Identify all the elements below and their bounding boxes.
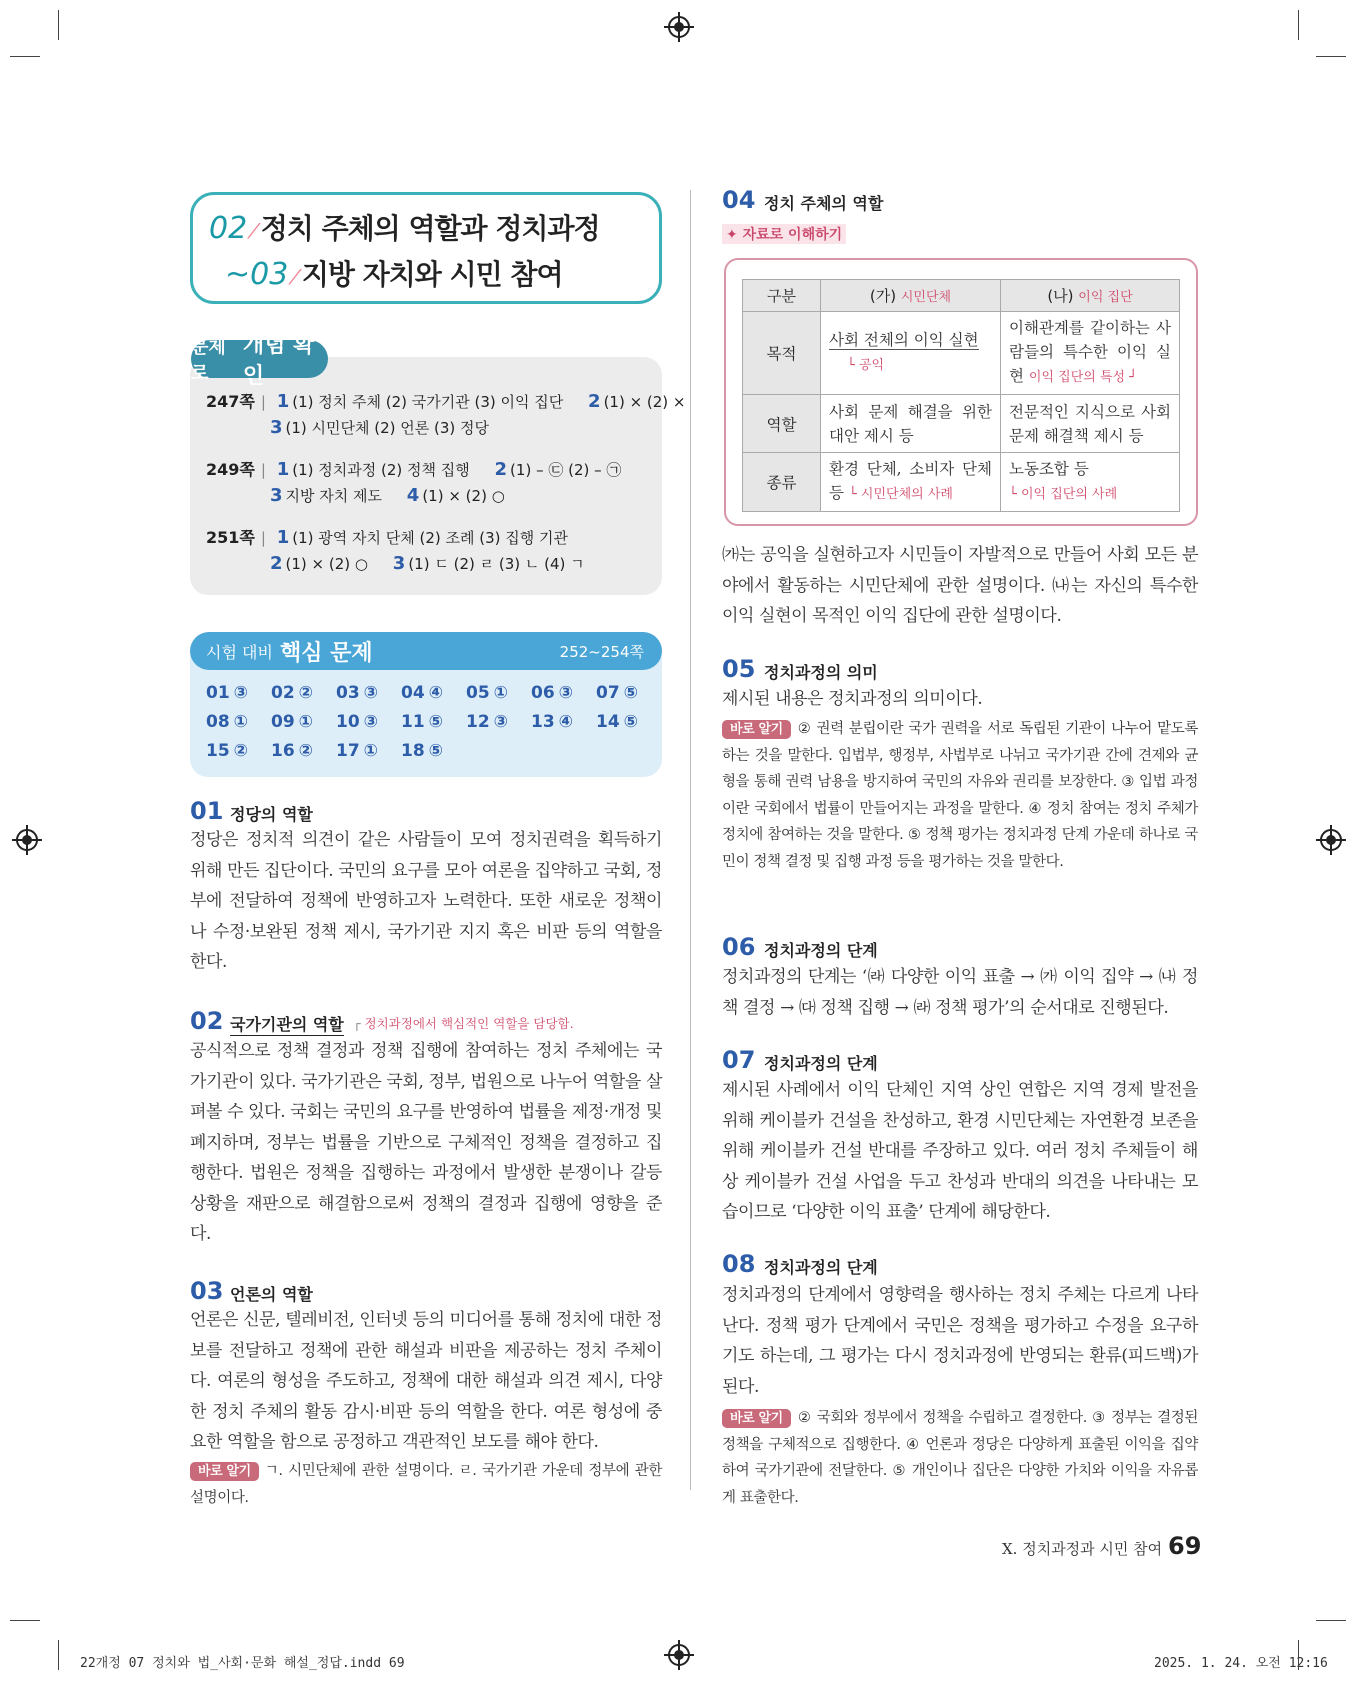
header-marker: (가) [869, 287, 897, 305]
material-tag: ✦ 자료로 이해하기 [722, 224, 846, 244]
print-timestamp: 2025. 1. 24. 오전 12:16 [1154, 1656, 1328, 1671]
question-number: 03 [336, 683, 360, 703]
answer-item [271, 683, 313, 703]
section-title: 언론의 역할 [230, 1285, 313, 1304]
answer-choice: ① [233, 712, 249, 732]
section-body: 정치과정의 단계에서 영향력을 행사하는 정치 주체는 다르게 나타난다. 정책 평가 단계에서 국민은 정책을 평가하고 수정을 요구하기도 하는데, 그 평가는 다시 정치과정에 반영되는 환류(피드백)가 된다. [722, 1285, 1198, 1397]
question-number: 01 [206, 683, 230, 703]
section-number: 02 [190, 1007, 224, 1035]
item-number: 2 [270, 553, 283, 574]
question-number: 06 [531, 683, 555, 703]
section-body: 공식적으로 정책 결정과 정책 집행에 참여하는 정치 주체에는 국가기관이 있다. 국가기관은 국회, 정부, 법원으로 나누어 역할을 살펴볼 수 있다. 국회는 국민의 요구를 반영하여 법률을 제정·개정 및 폐지하며, 정부는 법률을 기반으로 구체적인 정책을 결정하고 집행한다. 법원은 정책을 집행하는 과정에서 발생한 분쟁이나 갈등 상황을 재판으로 해결함으로써 정책의 결정과 집행에 영향을 준다. [190, 1041, 662, 1244]
section-number: 04 [722, 186, 756, 214]
question-number: 08 [206, 712, 230, 732]
unit-title-box [190, 192, 662, 304]
note-text: ② 국회와 정부에서 정책을 수립하고 결정한다. ③ 정부는 결정된 정책을 구체적으로 집행한다. ④ 언론과 정당은 다양하게 표출된 이익을 집약하여 국가기관에 전달한다. ⑤ 개인이나 집단은 다양한 가치와 이익을 자유롭게 표출한다. [722, 1410, 1198, 1506]
section-body: 정당은 정치적 의견이 같은 사람들이 모여 정치권력을 획득하기 위해 만든 집단이다. 국민의 요구를 모아 여론을 집약하고 국회, 정부에 전달하여 정책에 반영하고자 노력한다. 또한 새로운 정책이나 수정·보완된 정책 제시, 국가기관 지지 혹은 비판 등의 역할을 한다. [190, 830, 662, 972]
crop-mark [1316, 56, 1346, 57]
question-number: 13 [531, 712, 555, 732]
answer-choice: ① [298, 712, 314, 732]
crop-mark [1316, 1620, 1346, 1621]
note-text: ㄱ. 시민단체에 관한 설명이다. ㄹ. 국가기관 가운데 정부에 관한 설명이다. [190, 1463, 662, 1506]
answer-text: (1) × (2) ○ [422, 487, 505, 505]
slash-icon: ⁄ [252, 219, 256, 243]
answer-text: (1) 시민단체 (2) 언론 (3) 정당 [285, 419, 490, 437]
crop-mark [10, 56, 40, 57]
answer-choice: ⑤ [623, 683, 639, 703]
section-number: 01 [190, 797, 224, 825]
answer-text: (1) × (2) ○ [285, 555, 368, 573]
header-label: 이익 집단 [1078, 290, 1133, 305]
page-ref: 247쪽 [206, 392, 255, 411]
correction-note [722, 1405, 1198, 1511]
table-header [1001, 280, 1180, 312]
answer-choice: ③ [493, 712, 509, 732]
crop-mark [1298, 10, 1299, 40]
section-title: 정치과정의 단계 [764, 1258, 878, 1277]
table-cell: 환경 단체, 소비자 단체 등 └ 시민단체의 사례 [821, 453, 1001, 512]
print-slug: 22개정 07 정치와 법_사회·문화 해설_정답.indd 69 [80, 1656, 405, 1671]
table-cell: 사회 전체의 이익 실현 └ 공익 [821, 312, 1001, 395]
tab-label-big: 개념 확인 [242, 333, 315, 389]
answer-item [206, 741, 248, 761]
answer-text: (1) 정치과정 (2) 정책 집행 [292, 461, 470, 479]
answer-item [596, 712, 638, 732]
answer-choice: ③ [233, 683, 249, 703]
answer-choice: ④ [428, 683, 444, 703]
answer-text: (1) – ㉢ (2) – ㉠ [510, 461, 622, 479]
section-title: 정치 주체의 역할 [764, 194, 884, 213]
unit-title: 정치 주체의 역할과 정치과정 [260, 212, 600, 245]
tab-label-small: 문제로 [191, 337, 226, 384]
item-number: 1 [276, 391, 290, 412]
question-number: 14 [596, 712, 620, 732]
correction-badge: 바로 알기 [190, 1462, 259, 1481]
answer-choice: ⑤ [428, 712, 444, 732]
answer-item [206, 683, 248, 703]
question-number: 04 [401, 683, 425, 703]
item-number: 1 [276, 527, 290, 548]
table-cell: 전문적인 지식으로 사회문제 해결책 제시 등 [1001, 395, 1180, 453]
cell-text: 사회 전체의 이익 실현 [829, 331, 979, 349]
answer-text: (1) 정치 주체 (2) 국가기관 (3) 이익 집단 [292, 393, 564, 411]
answer-item [336, 683, 378, 703]
item-number: 2 [494, 459, 508, 480]
answer-choice: ③ [363, 683, 379, 703]
answer-text: (1) 광역 자치 단체 (2) 조례 (3) 집행 기관 [292, 529, 569, 547]
comparison-table [742, 279, 1180, 512]
answer-item [271, 741, 313, 761]
question-number: 09 [271, 712, 295, 732]
header-label-small: 시험 대비 [206, 643, 273, 662]
annotation: ┌ 정치과정에서 핵심적인 역할을 담당함. [353, 1016, 574, 1031]
core-problems-box [190, 655, 662, 777]
answer-item [466, 712, 508, 732]
answer-item [401, 712, 443, 732]
item-number: 3 [270, 485, 283, 506]
cell-annotation: 시민단체의 사례 [860, 487, 953, 502]
annotation-text: 정치과정에서 핵심적인 역할을 담당함. [364, 1016, 574, 1031]
cell-annotation: 이익 집단의 사례 [1020, 487, 1118, 502]
page-ref: 251쪽 [206, 528, 255, 547]
answer-item [401, 741, 443, 761]
answer-choice: ③ [558, 683, 574, 703]
table-header: 구분 [743, 280, 821, 312]
section-title: 정당의 역할 [230, 805, 313, 824]
answer-item [531, 712, 573, 732]
slash-icon: ⁄ [293, 265, 297, 289]
registration-mark-icon [668, 16, 690, 38]
section-number: 07 [722, 1046, 756, 1074]
question-number: 10 [336, 712, 360, 732]
note-text: ② 권력 분립이란 국가 권력을 서로 독립된 기관이 나누어 맡도록 하는 것을 말한다. 입법부, 행정부, 사법부로 나뉘고 국가기관 간에 견제와 균형을 통해 권력 남용을 방지하여 국민의 자유와 권리를 보장한다. ③ 입법 과정이란 국회에서 법률이 만들어지는 과정을 말한다. ④ 정치 참여는 정치 주체가 정치에 참여하는 것을 말한다. ⑤ 정책 평가는 정치과정 단계 가운데 하나로 국민이 정책 결정 및 집행 과정 등을 평가하는 것을 말한다. [722, 721, 1198, 870]
answer-item [271, 712, 313, 732]
item-number: 4 [406, 485, 420, 506]
answer-choice: ② [233, 741, 249, 761]
row-label: 종류 [743, 453, 821, 512]
answer-choice: ③ [363, 712, 379, 732]
row-label: 목적 [743, 312, 821, 395]
section-body: 정치과정의 단계는 ‘㈑ 다양한 이익 표출 → ㈎ 이익 집약 → ㈏ 정책 결정 → ㈐ 정책 집행 → ㈑ 정책 평가’의 순서대로 진행된다. [722, 967, 1198, 1018]
section-title: 정치과정의 의미 [764, 663, 878, 682]
section-title: 국가기관의 역할 [230, 1012, 344, 1036]
section-title: 정치과정의 단계 [764, 941, 878, 960]
question-number: 05 [466, 683, 490, 703]
page-ref: 249쪽 [206, 460, 255, 479]
item-number: 1 [276, 459, 290, 480]
cell-text: 이해관계를 같이하는 사람들의 특수한 이익 실현 [1009, 319, 1171, 385]
answer-item [466, 683, 508, 703]
crop-mark [58, 1640, 59, 1670]
row-label: 역할 [743, 395, 821, 453]
page-number: 69 [1168, 1532, 1202, 1560]
section-body: ㈎는 공익을 실현하고자 시민들이 자발적으로 만들어 사회 모든 분야에서 활동하는 시민단체에 관한 설명이다. ㈏는 자신의 특수한 이익 실현이 목적인 이익 집단에 관한 설명이다. [722, 545, 1198, 626]
header-label-big: 핵심 문제 [280, 641, 373, 666]
unit-number: 02 [209, 211, 248, 246]
crop-mark [10, 1620, 40, 1621]
registration-mark-icon [1320, 829, 1342, 851]
question-number: 11 [401, 712, 425, 732]
core-problems-header [190, 632, 662, 670]
answer-item [336, 712, 378, 732]
answer-item [206, 712, 248, 732]
column-divider [690, 190, 691, 1490]
concept-check-tab [191, 333, 328, 389]
answer-choice: ⑤ [428, 741, 444, 761]
cell-text: 환경 단체, 소비자 단체 등 [829, 460, 992, 502]
item-number: 3 [270, 417, 283, 438]
chapter-title: Ⅹ. 정치과정과 시민 참여 [1002, 1540, 1163, 1558]
section-body: 제시된 사례에서 이익 단체인 지역 상인 연합은 지역 경제 발전을 위해 케이블카 건설을 찬성하고, 환경 시민단체는 자연환경 보존을 위해 케이블카 건설 반대를 주장하고 있다. 여러 정치 주체들이 해상 케이블카 건설 사업을 두고 찬성과 반대의 의견을 나타내는 모습이므로 ‘다양한 이익 표출’ 단계에 해당한다. [722, 1080, 1198, 1222]
correction-note [190, 1458, 662, 1511]
question-number: 07 [596, 683, 620, 703]
section-number: 05 [722, 655, 756, 683]
answer-item [401, 683, 443, 703]
registration-mark-icon [16, 829, 38, 851]
question-number: 12 [466, 712, 490, 732]
answer-item [531, 683, 573, 703]
item-number: 2 [588, 391, 601, 412]
answer-text: 지방 자치 제도 [285, 487, 383, 505]
correction-badge: 바로 알기 [722, 720, 791, 739]
cell-text: 노동조합 등 [1009, 460, 1089, 478]
answer-choice: ② [298, 683, 314, 703]
item-number: 3 [392, 553, 406, 574]
table-cell: 노동조합 등 └ 이익 집단의 사례 [1001, 453, 1180, 512]
registration-mark-icon [668, 1644, 690, 1666]
question-number: 02 [271, 683, 295, 703]
section-number: 03 [190, 1277, 224, 1305]
answer-choice: ⑤ [623, 712, 639, 732]
question-number: 18 [401, 741, 425, 761]
correction-badge: 바로 알기 [722, 1409, 791, 1428]
section-body: 제시된 내용은 정치과정의 의미이다. [722, 689, 983, 709]
table-cell: 사회 문제 해결을 위한 대안 제시 등 [821, 395, 1001, 453]
page-range: 252~254쪽 [559, 643, 644, 661]
question-number: 16 [271, 741, 295, 761]
table-cell: 이해관계를 같이하는 사람들의 특수한 이익 실현 이익 집단의 특성 ┘ [1001, 312, 1180, 395]
crop-mark [58, 10, 59, 40]
table-header [821, 280, 1001, 312]
correction-note [722, 716, 1198, 875]
section-number: 06 [722, 933, 756, 961]
unit-title: 지방 자치와 시민 참여 [301, 258, 563, 291]
header-marker: (나) [1047, 287, 1074, 305]
concept-check-box: 247쪽 | 1 (1) 정치 주체 (2) 국가기관 (3) 이익 집단 2 (1) × (2) × 3 (1) 시민단체 (2) 언론 (3) 정당 249쪽 | 1 (1) 정치과정 (2) 정책 집행 2 (1) – ㉢ (2) – ㉠ 3 지방 자치 제도 4 (1) × (2) ○ 251쪽 | 1 (1) 광역 자치 단체 (2) 조례 (3) 집행 기관 2 (1) × (2) ○ 3 (1) ㄷ (2) ㄹ (3) ㄴ (4) ㄱ [190, 357, 662, 595]
answer-choice: ④ [558, 712, 574, 732]
answer-choice: ① [363, 741, 379, 761]
section-body: 언론은 신문, 텔레비전, 인터넷 등의 미디어를 통해 정치에 대한 정보를 전달하고 정책에 관한 해설과 비판을 제공하는 정치 주체이다. 여론의 형성을 주도하고, 정책에 대한 해설과 의견 제시, 다양한 정치 주체의 활동 감시·비판 등의 역할을 한다. 여론 형성에 중요한 역할을 함으로 공정하고 객관적인 보도를 해야 한다. [190, 1310, 662, 1452]
answer-choice: ② [298, 741, 314, 761]
cell-annotation: 이익 집단의 특성 [1028, 370, 1126, 385]
answer-text: (1) × (2) × [603, 393, 686, 411]
answer-text: (1) ㄷ (2) ㄹ (3) ㄴ (4) ㄱ [408, 555, 585, 573]
section-title: 정치과정의 단계 [764, 1054, 878, 1073]
answer-item [596, 683, 638, 703]
unit-number: ~03 [225, 257, 289, 292]
section-number: 08 [722, 1250, 756, 1278]
answer-item [336, 741, 378, 761]
question-number: 15 [206, 741, 230, 761]
question-number: 17 [336, 741, 360, 761]
cell-annotation: 공익 [858, 358, 885, 373]
answer-choice: ① [493, 683, 509, 703]
header-label: 시민단체 [900, 290, 952, 305]
